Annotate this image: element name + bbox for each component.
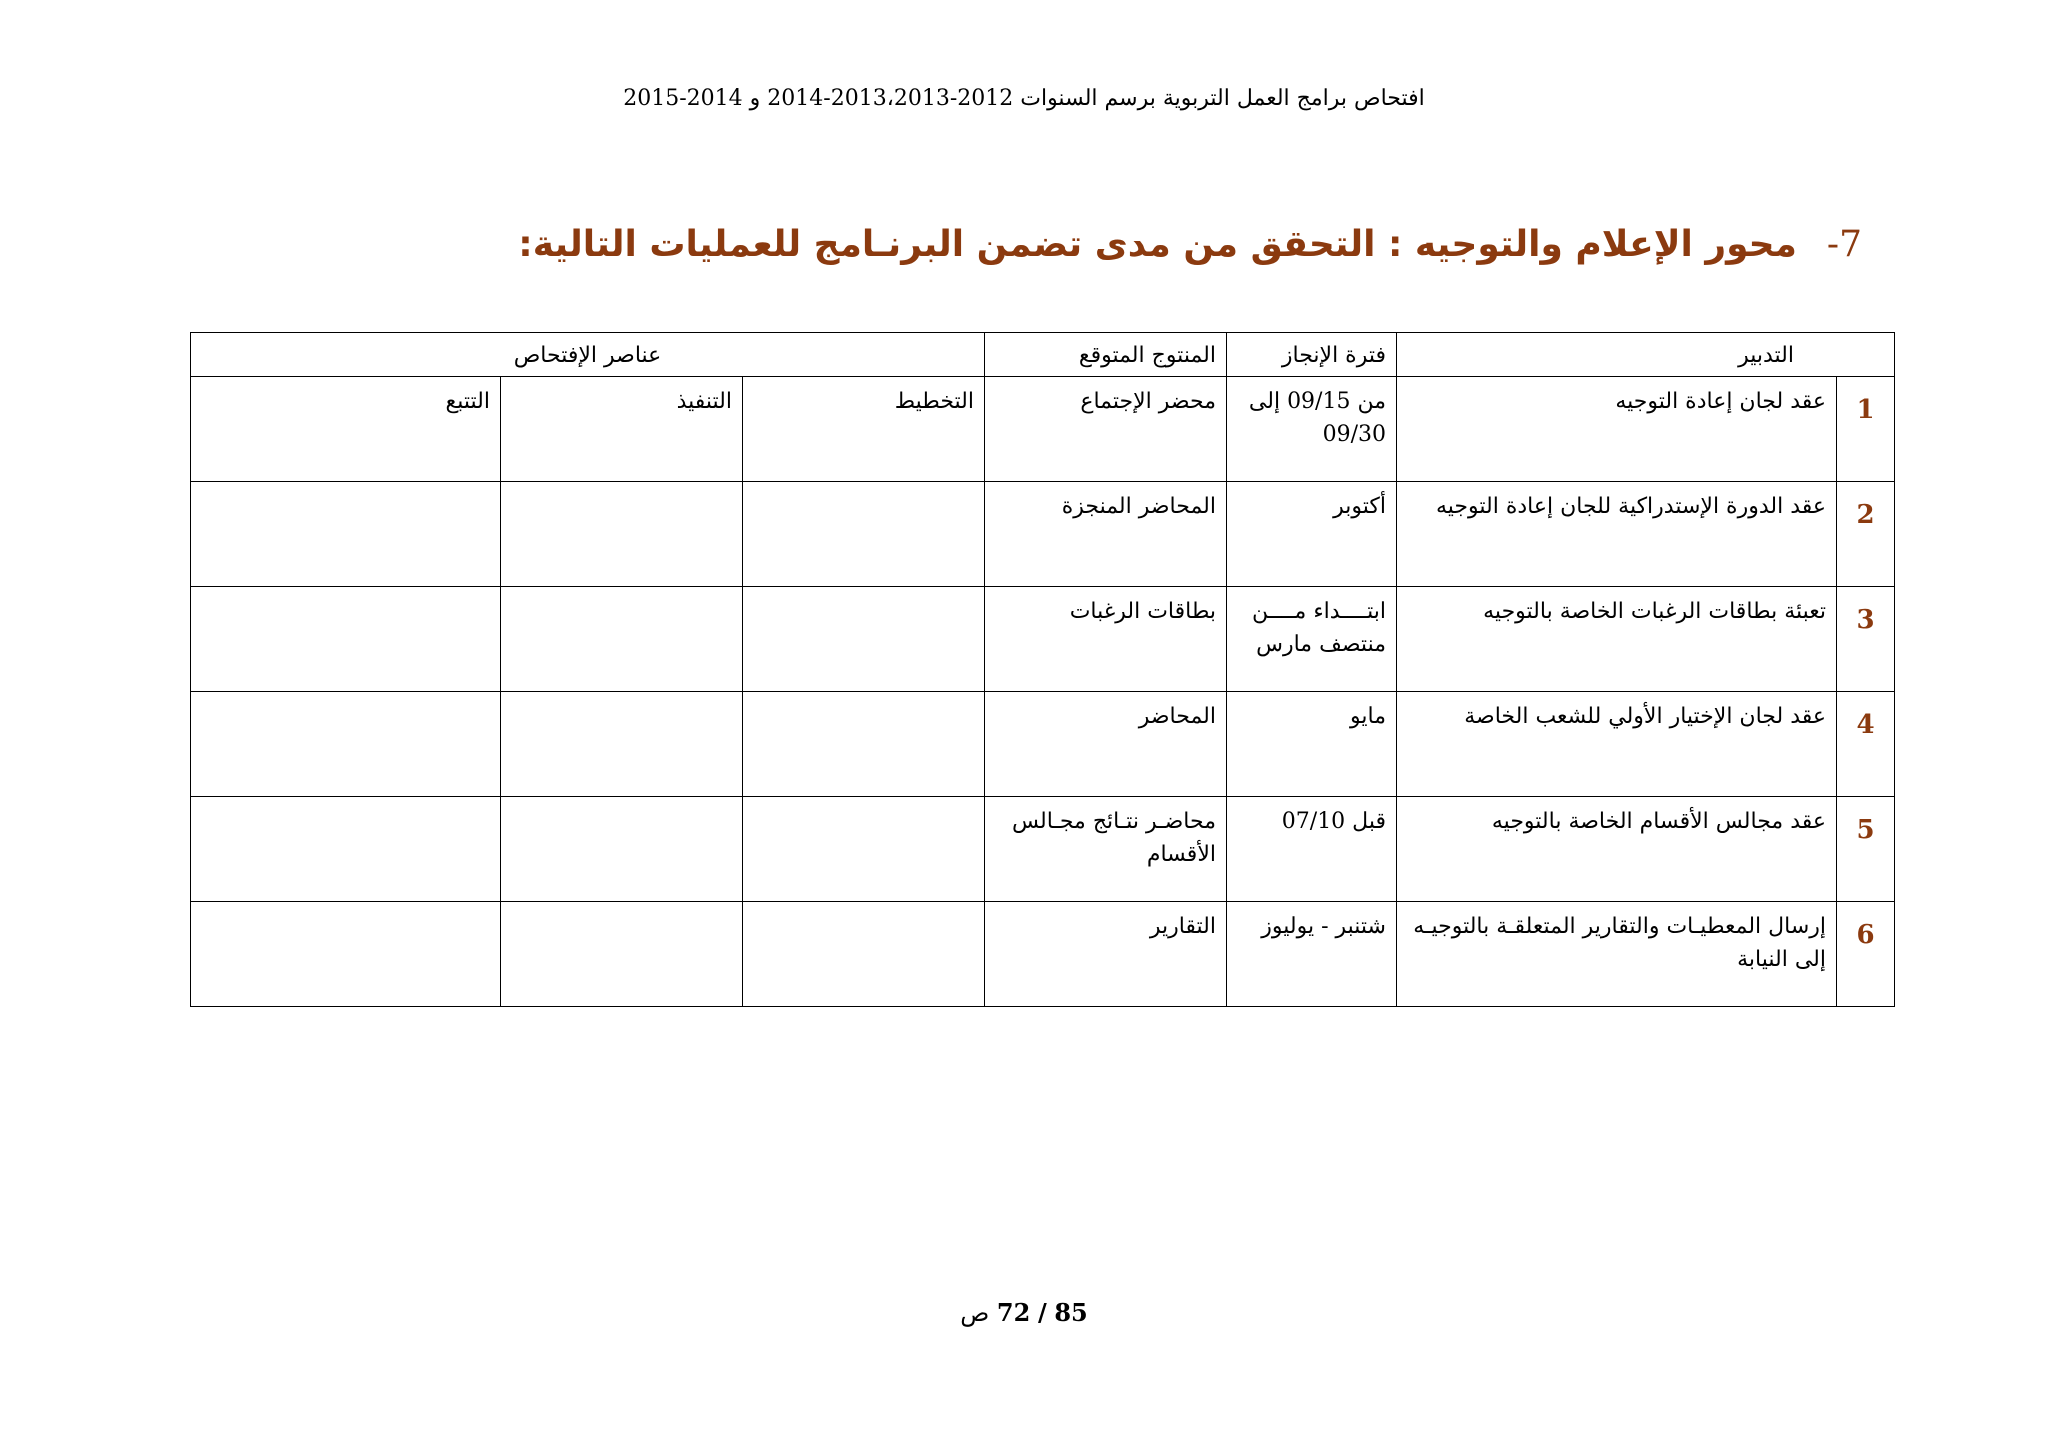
execution-cell (501, 902, 743, 1007)
table-row (191, 482, 1895, 587)
header-period: فترة الإنجاز (1227, 333, 1397, 377)
measure-cell: عقد مجالس الأقسام الخاصة بالتوجيه (1397, 797, 1837, 902)
table-header-row (191, 333, 1895, 377)
follow-up-cell (191, 797, 501, 902)
period-cell: أكتوبر (1227, 482, 1397, 587)
product-cell: محضر الإجتماع (985, 377, 1227, 482)
row-number: 2 (1837, 482, 1895, 587)
audit-table (190, 332, 1895, 1007)
section-number: 7- (1826, 224, 1862, 265)
header-measure: التدبير (1397, 333, 1895, 377)
page-number (0, 1298, 2048, 1327)
execution-cell (501, 482, 743, 587)
row-number: 1 (1837, 377, 1895, 482)
row-number: 6 (1837, 902, 1895, 1007)
planning-cell (743, 692, 985, 797)
table-row (191, 902, 1895, 1007)
period-cell: من 09/15 إلى 09/30 (1227, 377, 1397, 482)
period-cell: شتنبر - يوليوز (1227, 902, 1397, 1007)
measure-cell: عقد الدورة الإستدراكية للجان إعادة التوجيه (1397, 482, 1837, 587)
product-cell: بطاقات الرغبات (985, 587, 1227, 692)
table-row (191, 692, 1895, 797)
table-row (191, 377, 1895, 482)
section-title (518, 224, 1862, 265)
measure-cell: تعبئة بطاقات الرغبات الخاصة بالتوجيه (1397, 587, 1837, 692)
product-cell: محاضـر نتـائج مجـالس الأقسام (985, 797, 1227, 902)
row-number: 5 (1837, 797, 1895, 902)
execution-cell (501, 587, 743, 692)
period-cell: مايو (1227, 692, 1397, 797)
period-cell: قبل 07/10 (1227, 797, 1397, 902)
planning-cell (743, 902, 985, 1007)
follow-up-cell (191, 482, 501, 587)
follow-up-cell (191, 902, 501, 1007)
execution-cell (501, 797, 743, 902)
product-cell: المحاضر (985, 692, 1227, 797)
table-row (191, 797, 1895, 902)
page-current: 72 (996, 1298, 1031, 1327)
product-cell: المحاضر المنجزة (985, 482, 1227, 587)
page-separator: / (1037, 1298, 1047, 1327)
page-header-text: افتحاص برامج العمل التربوية برسم السنوات 2012-2013،2013-2014 و 2014-2015 (623, 86, 1425, 111)
measure-cell: عقد لجان الإختيار الأولي للشعب الخاصة (1397, 692, 1837, 797)
row-number: 3 (1837, 587, 1895, 692)
planning-cell (743, 797, 985, 902)
planning-cell (743, 482, 985, 587)
execution-cell (501, 692, 743, 797)
planning-cell (743, 587, 985, 692)
page-header (0, 86, 2048, 111)
measure-cell: عقد لجان إعادة التوجيه (1397, 377, 1837, 482)
execution-subheader: التنفيذ (501, 377, 743, 482)
header-expected-product: المنتوج المتوقع (985, 333, 1227, 377)
page-total: 85 (1054, 1298, 1088, 1327)
table-row (191, 587, 1895, 692)
follow-up-cell (191, 587, 501, 692)
measure-cell: إرسال المعطيـات والتقارير المتعلقـة بالتوجيـه إلى النيابة (1397, 902, 1837, 1007)
follow-up-cell (191, 692, 501, 797)
section-title-text: محور الإعلام والتوجيه : التحقق من مدى تضمن البرنـامج للعمليات التالية: (518, 224, 1797, 265)
header-audit-elements: عناصر الإفتحاص (191, 333, 985, 377)
row-number: 4 (1837, 692, 1895, 797)
planning-subheader: التخطيط (743, 377, 985, 482)
product-cell: التقارير (985, 902, 1227, 1007)
page-suffix: ص (960, 1299, 990, 1327)
period-cell: ابتــــداء مــــن منتصف مارس (1227, 587, 1397, 692)
follow-up-subheader: التتبع (191, 377, 501, 482)
